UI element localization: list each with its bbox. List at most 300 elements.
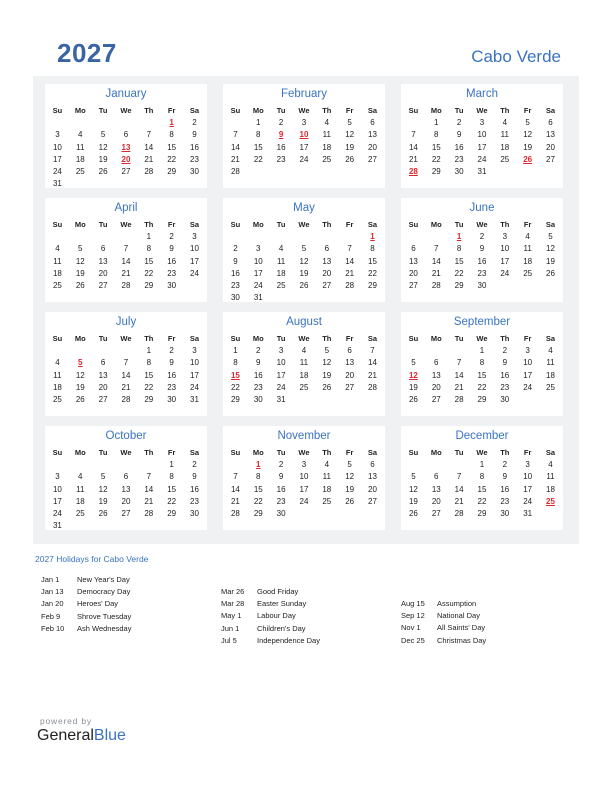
day-cell[interactable]: 9 (192, 472, 197, 482)
day-cell[interactable]: 16 (500, 484, 510, 494)
day-cell[interactable]: 25 (523, 268, 533, 278)
day-cell[interactable]: 9 (502, 358, 508, 368)
day-cell[interactable]: 29 (477, 394, 487, 404)
day-cell[interactable]: 17 (500, 256, 510, 266)
brand-logo[interactable] (37, 727, 126, 745)
day-cell[interactable]: 6 (324, 244, 330, 254)
day-cell[interactable]: 24 (477, 154, 487, 164)
day-cell[interactable]: 6 (347, 346, 352, 356)
day-cell[interactable]: 6 (411, 244, 416, 254)
day-cell[interactable]: 12 (546, 244, 555, 254)
day-cell[interactable]: 20 (431, 496, 441, 506)
day-cell[interactable]: 2 (256, 346, 261, 356)
day-cell[interactable]: 31 (190, 394, 199, 404)
day-cell[interactable]: 26 (408, 394, 418, 404)
day-cell[interactable]: 10 (299, 130, 309, 140)
day-cell[interactable]: 14 (368, 358, 377, 368)
day-cell[interactable]: 18 (523, 256, 533, 266)
day-cell[interactable]: 21 (121, 382, 131, 392)
day-cell[interactable]: 2 (169, 232, 174, 242)
day-cell[interactable]: 24 (190, 268, 199, 278)
day-cell[interactable]: 25 (322, 496, 332, 506)
day-cell[interactable]: 2 (192, 118, 197, 128)
day-cell[interactable]: 14 (144, 142, 154, 152)
day-cell[interactable]: 14 (345, 256, 355, 266)
day-cell[interactable]: 31 (276, 394, 286, 404)
day-cell[interactable]: 10 (190, 358, 199, 368)
day-cell[interactable]: 4 (55, 358, 60, 368)
day-cell[interactable]: 11 (322, 130, 331, 140)
day-cell[interactable]: 13 (546, 130, 555, 140)
day-cell[interactable]: 22 (230, 382, 240, 392)
day-cell[interactable]: 27 (368, 154, 377, 164)
day-cell[interactable]: 25 (52, 280, 62, 290)
day-cell[interactable]: 21 (431, 268, 441, 278)
day-cell[interactable]: 16 (190, 142, 199, 152)
day-cell[interactable]: 14 (230, 484, 240, 494)
day-cell[interactable]: 30 (167, 394, 177, 404)
day-cell[interactable]: 20 (345, 370, 355, 380)
day-cell[interactable]: 25 (546, 496, 555, 506)
day-cell[interactable]: 14 (408, 142, 418, 152)
day-cell[interactable]: 1 (434, 118, 439, 128)
day-cell[interactable]: 28 (408, 166, 418, 176)
day-cell[interactable]: 26 (546, 268, 555, 278)
day-cell[interactable]: 13 (121, 142, 131, 152)
day-cell[interactable]: 26 (75, 394, 85, 404)
day-cell[interactable]: 24 (190, 382, 199, 392)
day-cell[interactable]: 3 (525, 346, 530, 356)
day-cell[interactable]: 13 (121, 484, 131, 494)
day-cell[interactable]: 10 (523, 472, 533, 482)
day-cell[interactable]: 15 (253, 142, 263, 152)
day-cell[interactable]: 20 (431, 382, 441, 392)
day-cell[interactable]: 9 (256, 358, 261, 368)
day-cell[interactable]: 14 (121, 256, 131, 266)
day-cell[interactable]: 25 (52, 394, 62, 404)
day-cell[interactable]: 5 (411, 472, 416, 482)
day-cell[interactable]: 28 (454, 508, 464, 518)
day-cell[interactable]: 21 (144, 154, 154, 164)
day-cell[interactable]: 24 (299, 496, 309, 506)
day-cell[interactable]: 9 (169, 358, 174, 368)
day-cell[interactable]: 7 (370, 346, 375, 356)
day-cell[interactable]: 27 (431, 394, 441, 404)
day-cell[interactable]: 23 (167, 268, 177, 278)
day-cell[interactable]: 17 (190, 370, 199, 380)
day-cell[interactable]: 12 (345, 130, 355, 140)
day-cell[interactable]: 9 (192, 130, 197, 140)
day-cell[interactable]: 4 (525, 232, 530, 242)
day-cell[interactable]: 29 (167, 166, 177, 176)
day-cell[interactable]: 16 (454, 142, 464, 152)
day-cell[interactable]: 24 (500, 268, 510, 278)
day-cell[interactable]: 11 (322, 472, 331, 482)
day-cell[interactable]: 2 (502, 346, 508, 356)
day-cell[interactable]: 1 (146, 232, 152, 242)
day-cell[interactable]: 16 (276, 142, 286, 152)
day-cell[interactable]: 29 (167, 508, 177, 518)
day-cell[interactable]: 22 (253, 154, 263, 164)
day-cell[interactable]: 9 (278, 472, 284, 482)
day-cell[interactable]: 26 (408, 508, 418, 518)
day-cell[interactable]: 23 (253, 382, 263, 392)
day-cell[interactable]: 9 (502, 472, 508, 482)
day-cell[interactable]: 27 (121, 166, 131, 176)
day-cell[interactable]: 15 (368, 256, 377, 266)
day-cell[interactable]: 13 (408, 256, 418, 266)
day-cell[interactable]: 31 (52, 521, 62, 531)
day-cell[interactable]: 19 (322, 370, 332, 380)
day-cell[interactable]: 26 (345, 154, 355, 164)
day-cell[interactable]: 11 (299, 358, 309, 368)
day-cell[interactable]: 26 (98, 508, 108, 518)
day-cell[interactable]: 30 (500, 508, 510, 518)
day-cell[interactable]: 4 (55, 244, 60, 254)
day-cell[interactable]: 4 (502, 118, 508, 128)
day-cell[interactable]: 20 (121, 496, 131, 506)
day-cell[interactable]: 21 (230, 496, 240, 506)
day-cell[interactable]: 3 (55, 472, 60, 482)
day-cell[interactable]: 7 (123, 244, 129, 254)
day-cell[interactable]: 21 (230, 154, 240, 164)
day-cell[interactable]: 24 (523, 496, 533, 506)
day-cell[interactable]: 23 (477, 268, 487, 278)
day-cell[interactable]: 10 (253, 256, 263, 266)
day-cell[interactable]: 22 (253, 496, 263, 506)
day-cell[interactable]: 18 (500, 142, 510, 152)
day-cell[interactable]: 20 (121, 154, 131, 164)
day-cell[interactable]: 22 (431, 154, 441, 164)
day-cell[interactable]: 29 (144, 280, 154, 290)
day-cell[interactable]: 11 (546, 358, 555, 368)
day-cell[interactable]: 16 (230, 268, 240, 278)
day-cell[interactable]: 7 (411, 130, 416, 140)
day-cell[interactable]: 11 (76, 484, 85, 494)
day-cell[interactable]: 28 (121, 280, 131, 290)
day-cell[interactable]: 21 (454, 382, 464, 392)
day-cell[interactable]: 27 (98, 280, 108, 290)
day-cell[interactable]: 2 (479, 232, 485, 242)
day-cell[interactable]: 20 (408, 268, 418, 278)
day-cell[interactable]: 31 (52, 179, 62, 189)
day-cell[interactable]: 21 (345, 268, 355, 278)
day-cell[interactable]: 25 (276, 280, 286, 290)
day-cell[interactable]: 24 (253, 280, 263, 290)
day-cell[interactable]: 16 (167, 256, 177, 266)
day-cell[interactable]: 19 (345, 142, 355, 152)
day-cell[interactable]: 8 (479, 358, 485, 368)
day-cell[interactable]: 23 (190, 496, 199, 506)
day-cell[interactable]: 11 (76, 142, 85, 152)
day-cell[interactable]: 28 (230, 508, 240, 518)
day-cell[interactable]: 7 (434, 244, 439, 254)
day-cell[interactable]: 25 (500, 154, 510, 164)
day-cell[interactable]: 12 (322, 358, 332, 368)
day-cell[interactable]: 1 (479, 460, 485, 470)
day-cell[interactable]: 13 (345, 358, 355, 368)
day-cell[interactable]: 23 (230, 280, 240, 290)
day-cell[interactable]: 15 (477, 370, 487, 380)
day-cell[interactable]: 27 (345, 382, 355, 392)
day-cell[interactable]: 16 (190, 484, 199, 494)
day-cell[interactable]: 18 (299, 370, 309, 380)
day-cell[interactable]: 28 (230, 166, 240, 176)
day-cell[interactable]: 26 (98, 166, 108, 176)
day-cell[interactable]: 27 (546, 154, 555, 164)
day-cell[interactable]: 8 (256, 472, 261, 482)
day-cell[interactable]: 6 (100, 244, 106, 254)
day-cell[interactable]: 13 (322, 256, 332, 266)
day-cell[interactable]: 6 (434, 358, 439, 368)
day-cell[interactable]: 23 (276, 154, 286, 164)
day-cell[interactable]: 17 (299, 142, 309, 152)
day-cell[interactable]: 4 (301, 346, 307, 356)
day-cell[interactable]: 8 (434, 130, 439, 140)
day-cell[interactable]: 10 (523, 358, 533, 368)
day-cell[interactable]: 25 (75, 166, 85, 176)
day-cell[interactable]: 4 (548, 346, 553, 356)
day-cell[interactable]: 1 (256, 118, 261, 128)
day-cell[interactable]: 22 (477, 382, 487, 392)
day-cell[interactable]: 17 (253, 268, 263, 278)
day-cell[interactable]: 29 (368, 280, 377, 290)
day-cell[interactable]: 8 (169, 130, 174, 140)
day-cell[interactable]: 16 (276, 484, 286, 494)
day-cell[interactable]: 17 (523, 484, 533, 494)
day-cell[interactable]: 15 (431, 142, 441, 152)
day-cell[interactable]: 6 (548, 118, 553, 128)
day-cell[interactable]: 5 (347, 118, 352, 128)
day-cell[interactable]: 7 (456, 472, 462, 482)
day-cell[interactable]: 28 (431, 280, 441, 290)
day-cell[interactable]: 15 (454, 256, 464, 266)
day-cell[interactable]: 5 (78, 244, 83, 254)
day-cell[interactable]: 1 (233, 346, 238, 356)
day-cell[interactable]: 19 (75, 268, 85, 278)
day-cell[interactable]: 13 (368, 130, 377, 140)
day-cell[interactable]: 25 (75, 508, 85, 518)
day-cell[interactable]: 9 (479, 244, 485, 254)
day-cell[interactable]: 6 (100, 358, 106, 368)
day-cell[interactable]: 7 (456, 358, 462, 368)
day-cell[interactable]: 5 (100, 130, 106, 140)
day-cell[interactable]: 19 (98, 154, 108, 164)
day-cell[interactable]: 30 (276, 508, 286, 518)
day-cell[interactable]: 19 (546, 256, 555, 266)
day-cell[interactable]: 14 (121, 370, 131, 380)
day-cell[interactable]: 9 (233, 256, 238, 266)
day-cell[interactable]: 16 (253, 370, 263, 380)
day-cell[interactable]: 26 (322, 382, 332, 392)
day-cell[interactable]: 5 (411, 358, 416, 368)
day-cell[interactable]: 19 (523, 142, 533, 152)
day-cell[interactable]: 27 (322, 280, 332, 290)
day-cell[interactable]: 28 (345, 280, 355, 290)
day-cell[interactable]: 26 (75, 280, 85, 290)
day-cell[interactable]: 28 (144, 508, 154, 518)
day-cell[interactable]: 16 (167, 370, 177, 380)
day-cell[interactable]: 22 (167, 496, 177, 506)
day-cell[interactable]: 3 (525, 460, 530, 470)
day-cell[interactable]: 24 (299, 154, 309, 164)
day-cell[interactable]: 29 (230, 394, 240, 404)
day-cell[interactable]: 18 (52, 382, 62, 392)
day-cell[interactable]: 3 (192, 232, 197, 242)
day-cell[interactable]: 1 (370, 232, 375, 242)
day-cell[interactable]: 1 (256, 460, 261, 470)
day-cell[interactable]: 5 (78, 358, 83, 368)
day-cell[interactable]: 30 (190, 166, 199, 176)
day-cell[interactable]: 23 (167, 382, 177, 392)
day-cell[interactable]: 12 (75, 256, 85, 266)
day-cell[interactable]: 8 (233, 358, 238, 368)
day-cell[interactable]: 20 (546, 142, 555, 152)
day-cell[interactable]: 3 (479, 118, 485, 128)
day-cell[interactable]: 18 (276, 268, 286, 278)
day-cell[interactable]: 1 (169, 460, 174, 470)
day-cell[interactable]: 15 (230, 370, 240, 380)
day-cell[interactable]: 31 (253, 293, 263, 303)
day-cell[interactable]: 19 (408, 496, 418, 506)
day-cell[interactable]: 20 (368, 484, 377, 494)
day-cell[interactable]: 17 (523, 370, 533, 380)
day-cell[interactable]: 2 (192, 460, 197, 470)
day-cell[interactable]: 8 (370, 244, 375, 254)
day-cell[interactable]: 23 (276, 496, 286, 506)
day-cell[interactable]: 15 (167, 142, 177, 152)
day-cell[interactable]: 24 (52, 166, 62, 176)
day-cell[interactable]: 3 (55, 130, 60, 140)
day-cell[interactable]: 18 (546, 370, 555, 380)
day-cell[interactable]: 2 (233, 244, 238, 254)
day-cell[interactable]: 13 (98, 256, 108, 266)
day-cell[interactable]: 19 (98, 496, 108, 506)
day-cell[interactable]: 7 (146, 472, 152, 482)
day-cell[interactable]: 3 (256, 244, 261, 254)
day-cell[interactable]: 24 (276, 382, 286, 392)
day-cell[interactable]: 5 (548, 232, 553, 242)
day-cell[interactable]: 11 (523, 244, 532, 254)
day-cell[interactable]: 3 (301, 460, 307, 470)
day-cell[interactable]: 22 (368, 268, 377, 278)
day-cell[interactable]: 28 (368, 382, 377, 392)
day-cell[interactable]: 7 (233, 130, 238, 140)
day-cell[interactable]: 12 (98, 484, 108, 494)
day-cell[interactable]: 12 (345, 472, 355, 482)
day-cell[interactable]: 15 (477, 484, 487, 494)
day-cell[interactable]: 15 (167, 484, 177, 494)
day-cell[interactable]: 20 (322, 268, 332, 278)
day-cell[interactable]: 29 (431, 166, 441, 176)
day-cell[interactable]: 2 (278, 460, 284, 470)
day-cell[interactable]: 15 (144, 370, 154, 380)
day-cell[interactable]: 12 (98, 142, 108, 152)
day-cell[interactable]: 10 (190, 244, 199, 254)
day-cell[interactable]: 8 (169, 472, 174, 482)
day-cell[interactable]: 17 (477, 142, 487, 152)
day-cell[interactable]: 30 (253, 394, 263, 404)
day-cell[interactable]: 16 (500, 370, 510, 380)
day-cell[interactable]: 25 (546, 382, 555, 392)
day-cell[interactable]: 30 (167, 280, 177, 290)
day-cell[interactable]: 1 (169, 118, 174, 128)
day-cell[interactable]: 10 (276, 358, 286, 368)
day-cell[interactable]: 25 (299, 382, 309, 392)
day-cell[interactable]: 27 (431, 508, 441, 518)
day-cell[interactable]: 21 (121, 268, 131, 278)
day-cell[interactable]: 12 (299, 256, 309, 266)
day-cell[interactable]: 14 (454, 484, 464, 494)
day-cell[interactable]: 2 (169, 346, 174, 356)
day-cell[interactable]: 5 (100, 472, 106, 482)
day-cell[interactable]: 25 (322, 154, 332, 164)
day-cell[interactable]: 29 (454, 280, 464, 290)
day-cell[interactable]: 14 (454, 370, 464, 380)
day-cell[interactable]: 29 (144, 394, 154, 404)
day-cell[interactable]: 26 (345, 496, 355, 506)
day-cell[interactable]: 10 (477, 130, 487, 140)
day-cell[interactable]: 23 (500, 496, 510, 506)
day-cell[interactable]: 30 (230, 293, 240, 303)
day-cell[interactable]: 11 (53, 370, 62, 380)
day-cell[interactable]: 13 (98, 370, 108, 380)
day-cell[interactable]: 4 (78, 130, 83, 140)
day-cell[interactable]: 3 (502, 232, 508, 242)
day-cell[interactable]: 4 (548, 460, 553, 470)
day-cell[interactable]: 13 (431, 370, 441, 380)
day-cell[interactable]: 30 (477, 280, 487, 290)
day-cell[interactable]: 3 (192, 346, 197, 356)
day-cell[interactable]: 18 (546, 484, 555, 494)
day-cell[interactable]: 15 (253, 484, 263, 494)
day-cell[interactable]: 5 (301, 244, 307, 254)
day-cell[interactable]: 10 (299, 472, 309, 482)
day-cell[interactable]: 18 (322, 484, 332, 494)
day-cell[interactable]: 7 (146, 130, 152, 140)
day-cell[interactable]: 26 (299, 280, 309, 290)
day-cell[interactable]: 28 (144, 166, 154, 176)
day-cell[interactable]: 6 (123, 130, 129, 140)
day-cell[interactable]: 19 (299, 268, 309, 278)
day-cell[interactable]: 27 (368, 496, 377, 506)
day-cell[interactable]: 21 (408, 154, 418, 164)
day-cell[interactable]: 12 (408, 484, 418, 494)
day-cell[interactable]: 27 (98, 394, 108, 404)
day-cell[interactable]: 29 (253, 508, 263, 518)
day-cell[interactable]: 20 (98, 268, 108, 278)
day-cell[interactable]: 31 (477, 166, 487, 176)
day-cell[interactable]: 24 (52, 508, 62, 518)
day-cell[interactable]: 23 (500, 382, 510, 392)
day-cell[interactable]: 30 (500, 394, 510, 404)
day-cell[interactable]: 18 (75, 496, 85, 506)
day-cell[interactable]: 5 (525, 118, 530, 128)
day-cell[interactable]: 26 (523, 154, 533, 164)
day-cell[interactable]: 11 (276, 256, 286, 266)
day-cell[interactable]: 22 (144, 268, 154, 278)
day-cell[interactable]: 22 (144, 382, 154, 392)
day-cell[interactable]: 21 (454, 496, 464, 506)
day-cell[interactable]: 31 (523, 508, 533, 518)
day-cell[interactable]: 18 (322, 142, 332, 152)
day-cell[interactable]: 2 (278, 118, 284, 128)
day-cell[interactable]: 4 (324, 118, 330, 128)
day-cell[interactable]: 12 (408, 370, 418, 380)
day-cell[interactable]: 23 (454, 154, 464, 164)
day-cell[interactable]: 20 (98, 382, 108, 392)
day-cell[interactable]: 9 (278, 130, 284, 140)
